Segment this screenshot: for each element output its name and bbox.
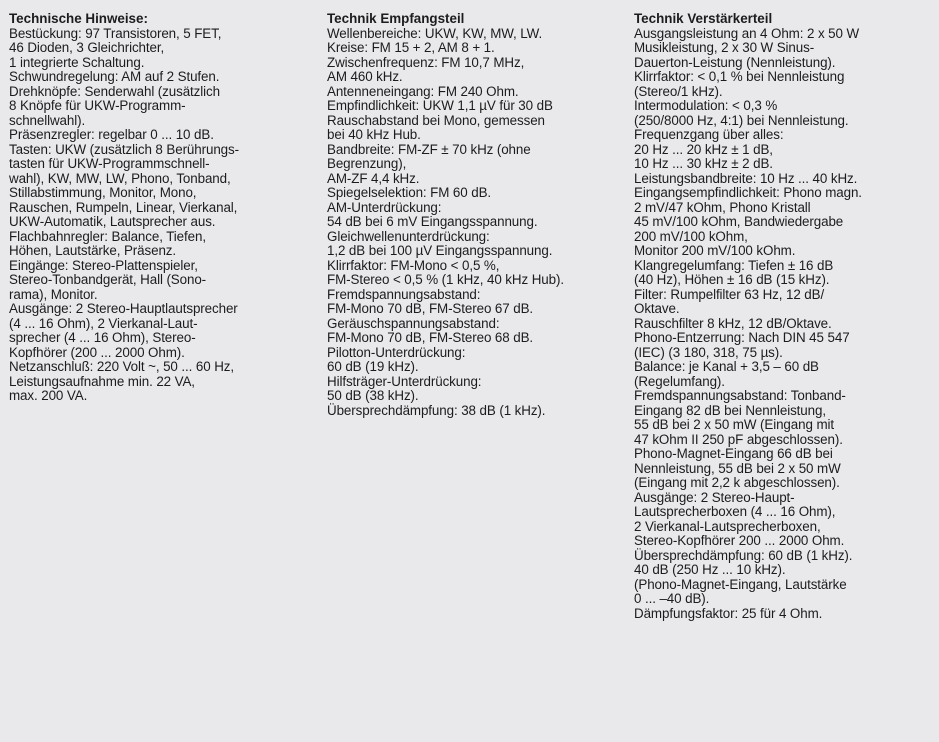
- spec-text-line: Bestückung: 97 Transistoren, 5 FET,: [9, 25, 222, 41]
- spec-text-line: Intermodulation: < 0,3 %: [634, 98, 778, 113]
- spec-text-line: AM 460 kHz.: [327, 69, 403, 84]
- spec-text-line: 60 dB (19 kHz).: [327, 359, 419, 374]
- spec-text-line: 1 integrierte Schaltung.: [9, 54, 145, 70]
- spec-text-line: Übersprechdämpfung: 60 dB (1 kHz).: [634, 547, 853, 563]
- spec-text-line: (4 ... 16 Ohm), 2 Vierkanal-Laut-: [9, 315, 198, 331]
- spec-text-line: Dauerton-Leistung (Nennleistung).: [634, 54, 836, 70]
- spec-text-line: Stereo-Tonbandgerät, Hall (Sono-: [9, 272, 207, 287]
- spec-text-line: bei 40 kHz Hub.: [327, 127, 421, 142]
- spec-text-line: Bandbreite: FM-ZF ± 70 kHz (ohne: [327, 141, 531, 157]
- column-technik-empfangsteil: [327, 12, 627, 418]
- spec-text-line: Klirrfaktor: < 0,1 % bei Nennleistung: [634, 69, 845, 84]
- spec-text-line: Gleichwellenunterdrückung:: [327, 228, 490, 244]
- spec-text-line: Eingangsempfindlichkeit: Phono magn.: [634, 185, 862, 200]
- spec-text-line: Geräuschspannungsabstand:: [327, 315, 500, 331]
- spec-text-line: (Eingang mit 2,2 k abgeschlossen).: [634, 475, 840, 490]
- spec-text-line: Filter: Rumpelfilter 63 Hz, 12 dB/: [634, 286, 825, 302]
- spec-text-line: schnellwahl).: [9, 112, 86, 128]
- section-heading-technische-hinweise: Technische Hinweise:: [9, 11, 148, 26]
- spec-text-line: Phono-Entzerrung: Nach DIN 45 547: [634, 330, 850, 345]
- spec-text-line: 40 dB (250 Hz ... 10 kHz).: [634, 562, 786, 577]
- spec-text-line: 0 ... –40 dB).: [634, 591, 710, 606]
- spec-text-line: Drehknöpfe: Senderwahl (zusätzlich: [9, 83, 220, 99]
- spec-text-line: 45 mV/100 kOhm, Bandwiedergabe: [634, 214, 844, 229]
- spec-text-line: Eingänge: Stereo-Plattenspieler,: [9, 257, 198, 273]
- spec-text-line: sprecher (4 ... 16 Ohm), Stereo-: [9, 330, 196, 345]
- spec-text-line: Klirrfaktor: FM-Mono < 0,5 %,: [327, 257, 500, 273]
- spec-text-line: 46 Dioden, 3 Gleichrichter,: [9, 40, 165, 55]
- spec-text-line: Übersprechdämpfung: 38 dB (1 kHz).: [327, 402, 546, 418]
- spec-text-line: Ausgänge: 2 Stereo-Haupt-: [634, 489, 795, 505]
- spec-text-line: Hilfsträger-Unterdrückung:: [327, 373, 482, 389]
- spec-text-line: Präsenzregler: regelbar 0 ... 10 dB.: [9, 127, 214, 142]
- spec-text-line: tasten für UKW-Programmschnell-: [9, 156, 210, 171]
- spec-text-line: Stillabstimmung, Monitor, Mono,: [9, 185, 197, 200]
- spec-text-line: 8 Knöpfe für UKW-Programm-: [9, 98, 186, 113]
- spec-text-line: FM-Mono 70 dB, FM-Stereo 68 dB.: [327, 330, 534, 345]
- spec-text-line: 1,2 dB bei 100 µV Eingangsspannung.: [327, 243, 553, 258]
- spec-text-line: Dämpfungsfaktor: 25 für 4 Ohm.: [634, 605, 823, 621]
- spec-text-line: Antenneneingang: FM 240 Ohm.: [327, 83, 519, 99]
- spec-text-line: 2 Vierkanal-Lautsprecherboxen,: [634, 518, 821, 534]
- spec-text-line: Monitor 200 mV/100 kOhm.: [634, 243, 796, 258]
- spec-text-line: Eingang 82 dB bei Nennleistung,: [634, 402, 826, 418]
- spec-text-line: 54 dB bei 6 mV Eingangsspannung.: [327, 214, 538, 229]
- spec-text-line: Rauschfilter 8 kHz, 12 dB/Oktave.: [634, 315, 832, 331]
- spec-text-line: Rauschen, Rumpeln, Linear, Vierkanal,: [9, 199, 238, 215]
- spec-text-line: (250/8000 Hz, 4:1) bei Nennleistung.: [634, 112, 849, 128]
- spec-text-line: Leistungsbandbreite: 10 Hz ... 40 kHz.: [634, 170, 858, 186]
- spec-text-line: Rauschabstand bei Mono, gemessen: [327, 112, 545, 128]
- spec-text-line: Ausgangsleistung an 4 Ohm: 2 x 50 W: [634, 25, 860, 41]
- spec-text-line: Phono-Magnet-Eingang 66 dB bei: [634, 446, 833, 461]
- spec-text-line: 55 dB bei 2 x 50 mW (Eingang mit: [634, 417, 834, 432]
- spec-text-line: Flachbahnregler: Balance, Tiefen,: [9, 228, 206, 244]
- spec-text-line: 10 Hz ... 30 kHz ± 2 dB.: [634, 156, 773, 171]
- spec-text-line: Tasten: UKW (zusätzlich 8 Berührungs-: [9, 141, 239, 157]
- spec-text-line: Kreise: FM 15 + 2, AM 8 + 1.: [327, 40, 495, 55]
- spec-text-line: UKW-Automatik, Lautsprecher aus.: [9, 214, 216, 229]
- column-technik-verstaerkerteil: [634, 12, 934, 621]
- section-heading-technik-empfangsteil: Technik Empfangsteil: [327, 11, 465, 26]
- spec-text-line: 50 dB (38 kHz).: [327, 388, 419, 403]
- spec-text-line: Pilotton-Unterdrückung:: [327, 344, 466, 360]
- spec-text-line: AM-ZF 4,4 kHz.: [327, 170, 420, 186]
- spec-text-line: AM-Unterdrückung:: [327, 199, 442, 215]
- spec-text-line: Empfindlichkeit: UKW 1,1 µV für 30 dB: [327, 98, 553, 113]
- column-technische-hinweise: [9, 12, 309, 404]
- spec-text-line: (Regelumfang).: [634, 373, 725, 389]
- spec-text-line: 47 kOhm II 250 pF abgeschlossen).: [634, 431, 843, 447]
- spec-text-line: Frequenzgang über alles:: [634, 127, 784, 142]
- spec-text-line: Fremdspannungsabstand:: [327, 286, 481, 302]
- spec-text-line: Netzanschluß: 220 Volt ~, 50 ... 60 Hz,: [9, 359, 234, 374]
- spec-text-line: 20 Hz ... 20 kHz ± 1 dB,: [634, 141, 773, 157]
- spec-text-line: (40 Hz), Höhen ± 16 dB (15 kHz).: [634, 272, 830, 287]
- spec-text-line: Ausgänge: 2 Stereo-Hauptlautsprecher: [9, 301, 238, 316]
- spec-text-line: Lautsprecherboxen (4 ... 16 Ohm),: [634, 504, 836, 519]
- spec-text-line: FM-Mono 70 dB, FM-Stereo 67 dB.: [327, 301, 534, 316]
- spec-text-line: Schwundregelung: AM auf 2 Stufen.: [9, 69, 220, 84]
- spec-text-line: 2 mV/47 kOhm, Phono Kristall: [634, 199, 811, 215]
- spec-text-line: (Stereo/1 kHz).: [634, 83, 723, 99]
- spec-text-line: Klangregelumfang: Tiefen ± 16 dB: [634, 257, 834, 273]
- spec-text-line: (Phono-Magnet-Eingang, Lautstärke: [634, 576, 847, 592]
- spec-text-line: Begrenzung),: [327, 156, 407, 171]
- spec-text-line: Leistungsaufnahme min. 22 VA,: [9, 373, 195, 389]
- spec-text-line: Kopfhörer (200 ... 2000 Ohm).: [9, 344, 185, 360]
- spec-text-line: Stereo-Kopfhörer 200 ... 2000 Ohm.: [634, 533, 845, 548]
- spec-text-line: Fremdspannungsabstand: Tonband-: [634, 388, 846, 403]
- spec-text-line: (IEC) (3 180, 318, 75 µs).: [634, 344, 783, 360]
- spec-text-line: Höhen, Lautstärke, Präsenz.: [9, 243, 177, 258]
- section-heading-technik-verstaerkerteil: Technik Verstärkerteil: [634, 11, 773, 26]
- spec-text-line: 200 mV/100 kOhm,: [634, 228, 748, 244]
- spec-text-line: wahl), KW, MW, LW, Phono, Tonband,: [9, 170, 231, 186]
- spec-text-line: Zwischenfrequenz: FM 10,7 MHz,: [327, 54, 525, 70]
- spec-text-line: Spiegelselektion: FM 60 dB.: [327, 185, 492, 200]
- spec-text-line: rama), Monitor.: [9, 286, 98, 302]
- spec-text-line: Nennleistung, 55 dB bei 2 x 50 mW: [634, 460, 841, 476]
- spec-text-line: Balance: je Kanal + 3,5 – 60 dB: [634, 359, 819, 374]
- spec-text-line: Oktave.: [634, 301, 680, 316]
- spec-text-line: Wellenbereiche: UKW, KW, MW, LW.: [327, 25, 543, 41]
- spec-text-line: FM-Stereo < 0,5 % (1 kHz, 40 kHz Hub).: [327, 272, 564, 287]
- spec-text-line: Musikleistung, 2 x 30 W Sinus-: [634, 40, 815, 55]
- spec-text-line: max. 200 VA.: [9, 388, 88, 403]
